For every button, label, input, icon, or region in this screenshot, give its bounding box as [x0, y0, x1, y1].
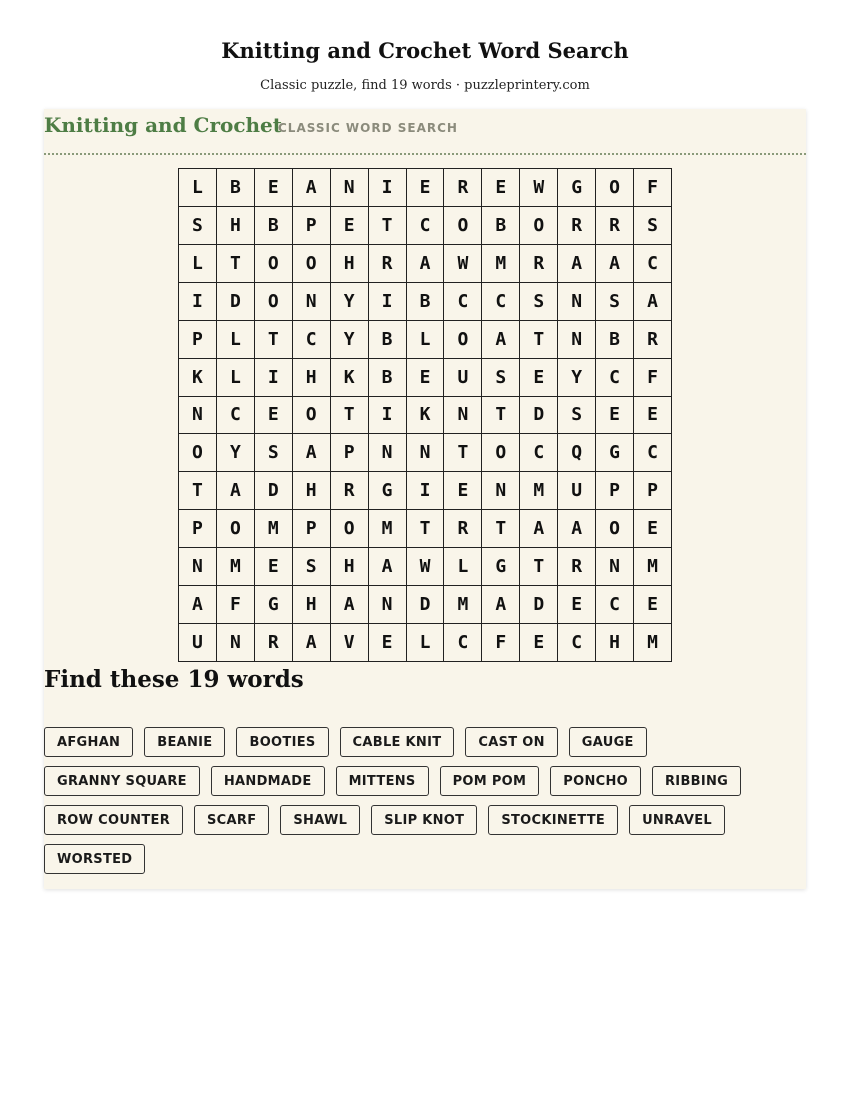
grid-cell[interactable]: G [558, 169, 596, 207]
letter-grid [178, 168, 672, 662]
grid-cell[interactable]: K [179, 359, 217, 397]
grid-cell[interactable]: L [179, 245, 217, 283]
grid-cell[interactable]: E [482, 169, 520, 207]
word-chip: BOOTIES [236, 727, 328, 757]
grid-cell[interactable]: Y [331, 321, 369, 359]
grid-cell[interactable]: F [634, 169, 672, 207]
grid-cell[interactable]: T [369, 207, 407, 245]
grid-cell[interactable]: A [634, 283, 672, 321]
grid-cell[interactable]: C [596, 359, 634, 397]
grid-cell[interactable]: A [558, 245, 596, 283]
grid-cell[interactable]: A [407, 245, 445, 283]
word-chip: CABLE KNIT [340, 727, 455, 757]
page-subtitle: Classic puzzle, find 19 words · puzzleprintery.com [260, 78, 590, 93]
grid-cell[interactable]: O [179, 434, 217, 472]
grid-cell[interactable]: D [255, 472, 293, 510]
grid-cell[interactable]: H [331, 548, 369, 586]
grid-cell[interactable]: A [217, 472, 255, 510]
grid-cell[interactable]: E [520, 359, 558, 397]
grid-cell[interactable]: T [520, 321, 558, 359]
grid-cell[interactable]: S [520, 283, 558, 321]
grid-cell[interactable]: P [634, 472, 672, 510]
grid-cell[interactable]: Y [331, 283, 369, 321]
grid-cell[interactable]: O [444, 321, 482, 359]
grid-cell[interactable]: I [369, 283, 407, 321]
grid-cell[interactable]: H [293, 359, 331, 397]
word-chip: CAST ON [465, 727, 557, 757]
grid-cell[interactable]: B [217, 169, 255, 207]
grid-cell[interactable]: E [444, 472, 482, 510]
puzzle-panel [44, 109, 806, 889]
grid-cell[interactable]: E [407, 169, 445, 207]
grid-cell[interactable]: M [217, 548, 255, 586]
grid-cell[interactable]: D [407, 586, 445, 624]
grid-cell[interactable]: N [558, 283, 596, 321]
grid-cell[interactable]: Y [217, 434, 255, 472]
panel-title: Knitting and Crochet [44, 113, 283, 137]
grid-cell[interactable]: C [217, 397, 255, 435]
grid-cell[interactable]: F [217, 586, 255, 624]
grid-cell[interactable]: C [293, 321, 331, 359]
grid-cell[interactable]: H [293, 586, 331, 624]
word-chip: STOCKINETTE [488, 805, 618, 835]
word-chip: ROW COUNTER [44, 805, 183, 835]
grid-cell[interactable]: H [596, 624, 634, 662]
grid-cell[interactable]: E [255, 397, 293, 435]
grid-cell[interactable]: T [520, 548, 558, 586]
grid-cell[interactable]: P [293, 207, 331, 245]
word-chip: POM POM [440, 766, 540, 796]
grid-cell[interactable]: B [255, 207, 293, 245]
grid-cell[interactable]: R [634, 321, 672, 359]
grid-cell[interactable]: A [293, 434, 331, 472]
grid-cell[interactable]: N [293, 283, 331, 321]
grid-cell[interactable]: O [596, 510, 634, 548]
grid-cell[interactable]: L [407, 624, 445, 662]
grid-cell[interactable]: E [369, 624, 407, 662]
grid-cell[interactable]: E [407, 359, 445, 397]
grid-cell[interactable]: B [369, 359, 407, 397]
grid-cell[interactable]: K [331, 359, 369, 397]
grid-cell[interactable]: S [179, 207, 217, 245]
grid-cell[interactable]: N [558, 321, 596, 359]
word-chip: SHAWL [280, 805, 360, 835]
grid-cell[interactable]: R [596, 207, 634, 245]
word-chip: UNRAVEL [629, 805, 725, 835]
grid-cell[interactable]: T [179, 472, 217, 510]
grid-cell[interactable]: C [444, 283, 482, 321]
grid-cell[interactable]: L [444, 548, 482, 586]
grid-cell[interactable]: T [444, 434, 482, 472]
grid-cell[interactable]: I [179, 283, 217, 321]
grid-cell[interactable]: N [369, 586, 407, 624]
grid-cell[interactable]: W [520, 169, 558, 207]
grid-cell[interactable]: M [369, 510, 407, 548]
grid-cell[interactable]: P [293, 510, 331, 548]
word-chip: SCARF [194, 805, 269, 835]
grid-cell[interactable]: A [482, 321, 520, 359]
grid-cell[interactable]: O [255, 245, 293, 283]
grid-cell[interactable]: S [634, 207, 672, 245]
word-chip: GRANNY SQUARE [44, 766, 200, 796]
grid-cell[interactable]: N [369, 434, 407, 472]
grid-cell[interactable]: R [444, 510, 482, 548]
grid-cell[interactable]: R [369, 245, 407, 283]
grid-cell[interactable]: U [179, 624, 217, 662]
grid-cell[interactable]: T [482, 510, 520, 548]
grid-cell[interactable]: I [369, 397, 407, 435]
grid-cell[interactable]: Y [558, 359, 596, 397]
word-list-heading: Find these 19 words [44, 666, 304, 693]
grid-cell[interactable]: F [482, 624, 520, 662]
grid-cell[interactable]: G [369, 472, 407, 510]
grid-cell[interactable]: D [217, 283, 255, 321]
grid-cell[interactable]: F [634, 359, 672, 397]
grid-cell[interactable]: H [217, 207, 255, 245]
grid-cell[interactable]: S [293, 548, 331, 586]
grid-cell[interactable]: N [217, 624, 255, 662]
grid-cell[interactable]: U [558, 472, 596, 510]
grid-cell[interactable]: O [293, 245, 331, 283]
grid-cell[interactable]: C [558, 624, 596, 662]
grid-cell[interactable]: C [444, 624, 482, 662]
grid-cell[interactable]: N [407, 434, 445, 472]
panel-kicker: CLASSIC WORD SEARCH [278, 121, 458, 135]
grid-cell[interactable]: L [179, 169, 217, 207]
grid-cell[interactable]: H [331, 245, 369, 283]
word-chip: WORSTED [44, 844, 145, 874]
grid-cell[interactable]: O [444, 207, 482, 245]
grid-cell[interactable]: N [596, 548, 634, 586]
grid-cell[interactable]: S [482, 359, 520, 397]
grid-cell[interactable]: T [255, 321, 293, 359]
grid-cell[interactable]: N [444, 397, 482, 435]
grid-cell[interactable]: S [558, 397, 596, 435]
grid-cell[interactable]: E [520, 624, 558, 662]
grid-cell[interactable]: M [444, 586, 482, 624]
grid-cell[interactable]: U [444, 359, 482, 397]
grid-cell[interactable]: L [217, 321, 255, 359]
grid-cell[interactable]: B [369, 321, 407, 359]
grid-cell[interactable]: O [293, 397, 331, 435]
grid-cell[interactable]: O [482, 434, 520, 472]
grid-cell[interactable]: C [596, 586, 634, 624]
grid-cell[interactable]: E [634, 586, 672, 624]
grid-cell[interactable]: E [596, 397, 634, 435]
grid-cell[interactable]: A [179, 586, 217, 624]
grid-cell[interactable]: M [634, 624, 672, 662]
grid-cell[interactable]: M [482, 245, 520, 283]
grid-cell[interactable]: I [255, 359, 293, 397]
grid-cell[interactable]: M [520, 472, 558, 510]
grid-cell[interactable]: R [255, 624, 293, 662]
grid-cell[interactable]: N [482, 472, 520, 510]
grid-cell[interactable]: P [179, 510, 217, 548]
grid-cell[interactable]: W [407, 548, 445, 586]
grid-cell[interactable]: N [179, 397, 217, 435]
word-chip: AFGHAN [44, 727, 133, 757]
grid-cell[interactable]: A [331, 586, 369, 624]
grid-cell[interactable]: G [255, 586, 293, 624]
page-title: Knitting and Crochet Word Search [221, 38, 629, 63]
grid-cell[interactable]: C [520, 434, 558, 472]
grid-cell[interactable]: C [407, 207, 445, 245]
grid-cell[interactable]: E [634, 397, 672, 435]
word-chip: GAUGE [569, 727, 647, 757]
grid-cell[interactable]: A [520, 510, 558, 548]
grid-cell[interactable]: N [331, 169, 369, 207]
grid-cell[interactable]: G [482, 548, 520, 586]
grid-cell[interactable]: R [558, 548, 596, 586]
grid-cell[interactable]: B [482, 207, 520, 245]
grid-cell[interactable]: O [520, 207, 558, 245]
grid-cell[interactable]: D [520, 397, 558, 435]
word-chip: HANDMADE [211, 766, 325, 796]
grid-cell[interactable]: E [331, 207, 369, 245]
grid-cell[interactable]: A [596, 245, 634, 283]
grid-cell[interactable]: W [444, 245, 482, 283]
grid-cell[interactable]: E [634, 510, 672, 548]
grid-cell[interactable]: T [217, 245, 255, 283]
word-chip: SLIP KNOT [371, 805, 477, 835]
grid-cell[interactable]: M [255, 510, 293, 548]
grid-cell[interactable]: S [596, 283, 634, 321]
grid-cell[interactable]: A [558, 510, 596, 548]
grid-cell[interactable]: G [596, 434, 634, 472]
grid-cell[interactable]: C [634, 245, 672, 283]
grid-cell[interactable]: A [293, 624, 331, 662]
grid-cell[interactable]: L [217, 359, 255, 397]
grid-cell[interactable]: E [255, 169, 293, 207]
grid-cell[interactable]: P [596, 472, 634, 510]
grid-cell[interactable]: R [558, 207, 596, 245]
word-list [44, 727, 784, 874]
grid-cell[interactable]: B [596, 321, 634, 359]
grid-cell[interactable]: A [293, 169, 331, 207]
grid-cell[interactable]: T [407, 510, 445, 548]
grid-cell[interactable]: L [407, 321, 445, 359]
grid-cell[interactable]: O [255, 283, 293, 321]
grid-cell[interactable]: R [331, 472, 369, 510]
grid-cell[interactable]: I [369, 169, 407, 207]
grid-cell[interactable]: C [482, 283, 520, 321]
grid-cell[interactable]: K [407, 397, 445, 435]
grid-cell[interactable]: A [482, 586, 520, 624]
grid-cell[interactable]: T [331, 397, 369, 435]
grid-cell[interactable]: S [255, 434, 293, 472]
grid-cell[interactable]: A [369, 548, 407, 586]
grid-cell[interactable]: O [596, 169, 634, 207]
grid-cell[interactable]: C [634, 434, 672, 472]
grid-cell[interactable]: M [634, 548, 672, 586]
grid-cell[interactable]: E [558, 586, 596, 624]
grid-cell[interactable]: T [482, 397, 520, 435]
grid-cell[interactable]: P [179, 321, 217, 359]
panel-header [44, 109, 806, 155]
grid-cell[interactable]: Q [558, 434, 596, 472]
grid-cell[interactable]: B [407, 283, 445, 321]
grid-cell[interactable]: N [179, 548, 217, 586]
grid-cell[interactable]: P [331, 434, 369, 472]
grid-cell[interactable]: R [444, 169, 482, 207]
grid-cell[interactable]: I [407, 472, 445, 510]
grid-cell[interactable]: O [217, 510, 255, 548]
grid-cell[interactable]: R [520, 245, 558, 283]
grid-cell[interactable]: D [520, 586, 558, 624]
word-chip: PONCHO [550, 766, 641, 796]
word-chip: MITTENS [336, 766, 429, 796]
grid-cell[interactable]: V [331, 624, 369, 662]
grid-cell[interactable]: O [331, 510, 369, 548]
grid-cell[interactable]: E [255, 548, 293, 586]
grid-cell[interactable]: H [293, 472, 331, 510]
word-chip: BEANIE [144, 727, 225, 757]
word-chip: RIBBING [652, 766, 741, 796]
